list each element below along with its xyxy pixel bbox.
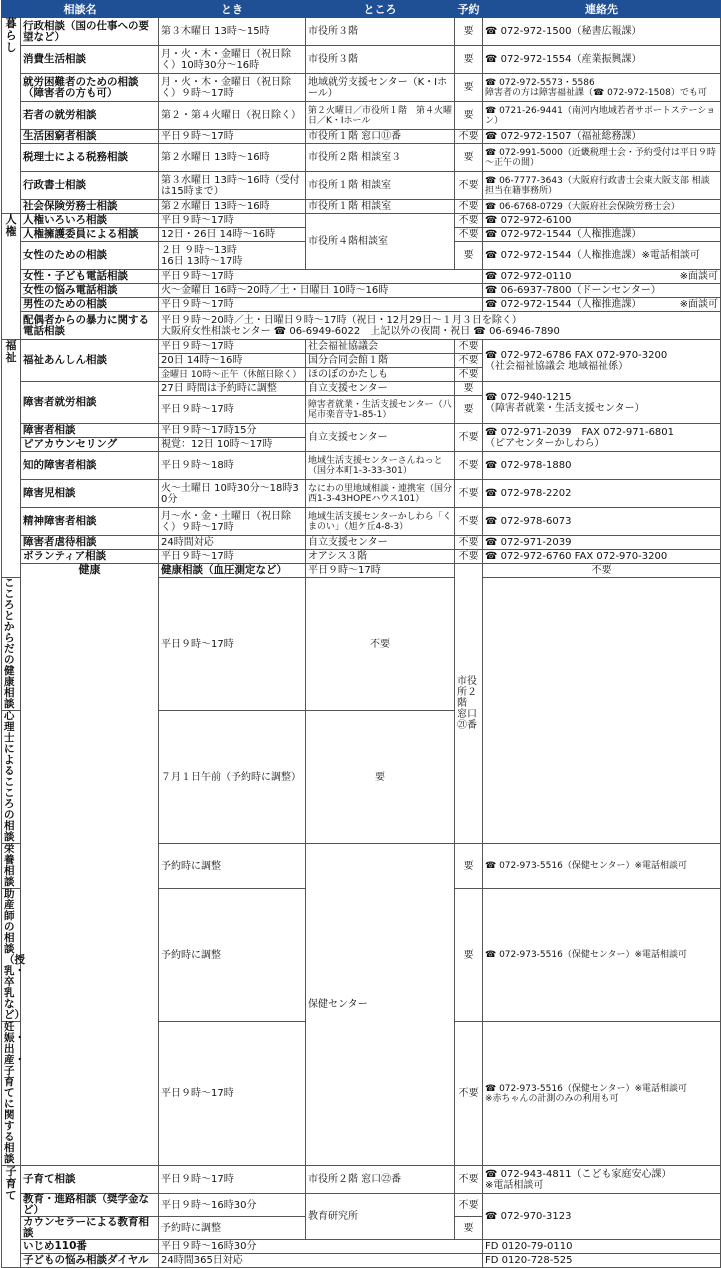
consult-where: 自立支援センター	[306, 424, 455, 452]
contact-sub: ※赤ちゃんの計測のみの利用も可	[485, 1093, 619, 1104]
when-line: ２日 ９時～13時	[161, 244, 237, 256]
table-row	[2, 130, 721, 144]
table-row	[2, 1166, 721, 1194]
consult-when: 平日９時～17時	[306, 564, 455, 578]
table-row	[2, 1194, 721, 1217]
header-row	[2, 1, 721, 18]
reservation: 不要	[455, 536, 483, 550]
category-health: 健康	[21, 564, 159, 1166]
table-row	[2, 200, 721, 214]
contact: ☎ 072-971-2039	[483, 536, 721, 550]
contact: ☎ 072-973-5516（保健センター）※電話相談可	[483, 844, 721, 889]
consult-when: 20日 14時～16時	[159, 354, 306, 368]
consult-when: 平日９時～17時	[159, 1022, 306, 1166]
consult-name: 女性・子ども電話相談	[21, 270, 159, 284]
table-row	[2, 508, 721, 536]
consult-name: 行政相談（国の仕事への要望など）	[21, 18, 159, 46]
reservation: 不要	[455, 130, 483, 144]
consult-when: 平日９時～17時	[159, 550, 306, 564]
consult-when: 平日９時～17時	[159, 1166, 306, 1194]
consult-where: 自立支援センター	[306, 382, 455, 396]
consult-where: なにわの里地域相談・連携室（国分西1-3-43HOPEハウス101）	[306, 480, 455, 508]
contact-note: ※面談可	[679, 299, 718, 310]
table-row	[2, 550, 721, 564]
consult-when: 予約時に調整	[159, 889, 306, 1022]
contact-main: ☎ 072-973-5516（保健センター）※電話相談可	[485, 1083, 688, 1094]
contact: ☎ 06-7777-3643（大阪府行政書士会東大阪支部 相談担当在籍事務所）	[483, 172, 721, 200]
table-row	[2, 480, 721, 508]
consult-where: 保健センター	[306, 844, 455, 1166]
consult-when: 第３木曜日 13時～15時	[159, 18, 306, 46]
consult-where: 地域生活支援センターかしわら「くまのい」（旭ケ丘4-8-3）	[306, 508, 455, 536]
reservation: 要	[455, 18, 483, 46]
contact: ☎ 072-972-1544（人権推進課）	[483, 228, 721, 242]
consult-when: 視覚：12日 10時～17時	[159, 438, 306, 452]
consult-when: 予約時に調整	[159, 844, 306, 889]
contact: ☎ 072-978-6073	[483, 508, 721, 536]
contact: ☎ 072-972-6100	[483, 214, 721, 228]
category-welfare: 福祉	[2, 340, 21, 578]
contact	[483, 382, 721, 424]
table-row	[2, 270, 721, 284]
reservation: 不要	[455, 508, 483, 536]
consult-name: 知的障害者相談	[21, 452, 159, 480]
contact	[483, 1022, 721, 1166]
reservation: 不要	[455, 1022, 483, 1166]
consult-when: 平日９時～17時	[159, 298, 483, 312]
contact-main: ☎ 072-972-5573・5586	[485, 77, 595, 88]
table-row	[2, 452, 721, 480]
consult-name: 健康相談（血圧測定など）	[159, 564, 306, 578]
consult-when	[159, 312, 721, 340]
consult-when	[159, 242, 306, 270]
consult-when: 予約時に調整	[159, 1217, 306, 1240]
header-contact: 連絡先	[483, 1, 721, 18]
consult-name: 子育て相談	[21, 1166, 159, 1194]
consult-name: いじめ110番	[21, 1240, 159, 1254]
when-line: 16日 13時～17時	[161, 255, 243, 267]
reservation: 要	[306, 711, 455, 844]
consult-name: 配偶者からの暴力に関する電話相談	[21, 312, 159, 340]
reservation: 要	[455, 46, 483, 74]
consult-name: こころとからだの健康相談	[2, 578, 21, 711]
consult-where: 第２火曜日／市役所１階 第４火曜日／K・Iホール	[306, 102, 455, 130]
consult-when: 第２・第４火曜日（祝日除く）	[159, 102, 306, 130]
contact-main: ☎ 072-972-6786 FAX 072-970-3200	[485, 349, 668, 361]
table-row	[2, 46, 721, 74]
consult-when: 第３水曜日 13時～16時（受付は15時まで）	[159, 172, 306, 200]
consult-name: 人権擁護委員による相談	[21, 228, 159, 242]
consult-where: 市役所１階 相談室	[306, 172, 455, 200]
consult-name: 心理士によるこころの相談	[2, 711, 21, 844]
reservation: 不要	[455, 172, 483, 200]
consult-when: 平日９時～17時	[159, 578, 306, 711]
contact: ☎ 072-972-1544（人権推進課）※電話相談可	[483, 242, 721, 270]
contact: ☎ 072-972-1554（産業振興課）	[483, 46, 721, 74]
reservation: 要	[455, 889, 483, 1022]
contact-sub: （社会福祉協議会 地域福祉係）	[485, 360, 629, 372]
contact-main: ☎ 072-940-1215	[485, 391, 572, 403]
consult-when: 火～金曜日 16時～20時／土・日曜日 10時～16時	[159, 284, 483, 298]
consult-name: 若者の就労相談	[21, 102, 159, 130]
consult-when: ７月１日午前（予約時に調整）	[159, 711, 306, 844]
when-line: 平日９時～20時／土・日曜日９時～17時（祝日・12月29日～１月３日を除く）	[161, 314, 522, 326]
contact	[483, 74, 721, 102]
consult-name: 障害者虐待相談	[21, 536, 159, 550]
reservation: 不要	[455, 424, 483, 452]
reservation: 要	[455, 102, 483, 130]
reservation: 要	[455, 382, 483, 396]
reservation: 要	[455, 144, 483, 172]
table-row	[2, 1240, 721, 1254]
consult-name: 行政書士相談	[21, 172, 159, 200]
table-row	[2, 536, 721, 550]
reservation: 不要	[455, 340, 483, 354]
reservation: 不要	[455, 480, 483, 508]
consult-name: 福祉あんしん相談	[21, 340, 159, 382]
contact: ☎ 06-6768-0729（大阪府社会保険労務士会）	[483, 200, 721, 214]
consult-when: 平日９時～18時	[159, 452, 306, 480]
consult-where: 市役所２階 窓口㉒番	[306, 1166, 455, 1194]
consult-name: 人権いろいろ相談	[21, 214, 159, 228]
consult-name: 精神障害者相談	[21, 508, 159, 536]
table-row	[2, 144, 721, 172]
consultation-table	[1, 0, 721, 1268]
consult-when: 火～土曜日 10時30分～18時30分	[159, 480, 306, 508]
table-row	[2, 74, 721, 102]
consult-where: 市役所３階	[306, 46, 455, 74]
consult-where: 地域就労支援センター（K・Iホール）	[306, 74, 455, 102]
consult-where: 国分合同会館１階	[306, 354, 455, 368]
reservation: 不要	[455, 228, 483, 242]
contact	[483, 340, 721, 382]
header-consult: 相談名	[2, 1, 159, 18]
consult-where: 自立支援センター	[306, 536, 455, 550]
consult-when: 平日９時～17時	[159, 270, 483, 284]
consult-where: 市役所１階 相談室	[306, 200, 455, 214]
contact-sub: 障害者の方は障害福祉課（☎ 072-972-1508）でも可	[485, 87, 707, 98]
contact: ☎ 072-973-5516（保健センター）※電話相談可	[483, 889, 721, 1022]
contact: ☎ 072-991-5000（近畿税理士会・予約受付は平日９時～正午の間）	[483, 144, 721, 172]
consult-when: 月・火・木・金曜日（祝日除く）９時～17時	[159, 74, 306, 102]
category-life: 暮らし	[2, 18, 21, 214]
consult-when: 平日９時～17時	[159, 340, 306, 354]
contact	[483, 298, 721, 312]
category-kids: 子育て	[2, 1166, 21, 1268]
table-row	[2, 214, 721, 228]
header-reservation: 予約	[455, 1, 483, 18]
consult-name: 障害児相談	[21, 480, 159, 508]
contact: FD 0120-728-525	[483, 1254, 721, 1268]
contact: ☎ 0721-26-9441（南河内地域若者サポートステーション）	[483, 102, 721, 130]
consult-name: カウンセラーによる教育相談	[21, 1217, 159, 1240]
table-row	[2, 284, 721, 298]
consult-where: 教育研究所	[306, 1194, 455, 1240]
consult-when: 24時間365日対応	[159, 1254, 483, 1268]
consult-name: 栄養相談	[2, 844, 21, 889]
consult-where: 市役所２階 相談室３	[306, 144, 455, 172]
table-row	[2, 102, 721, 130]
reservation: 不要	[455, 368, 483, 382]
table-row	[2, 312, 721, 340]
consult-where: ほのぼのかたしも	[306, 368, 455, 382]
consult-when: 平日９時～17時15分	[159, 424, 306, 438]
reservation: 不要	[455, 354, 483, 368]
consult-name: 教育・進路相談（奨学金など）	[21, 1194, 159, 1217]
consult-name: 生活困窮者相談	[21, 130, 159, 144]
table-row	[2, 1254, 721, 1268]
reservation: 不要	[455, 200, 483, 214]
consult-when: 平日９時～17時	[159, 396, 306, 424]
contact-main: ☎ 072-943-4811（こども家庭安心課）	[485, 1168, 672, 1180]
contact: ☎ 072-972-1507（福祉総務課）	[483, 130, 721, 144]
contact: ☎ 072-978-2202	[483, 480, 721, 508]
contact-main: ☎ 072-972-0110	[485, 271, 572, 282]
consult-name: ピアカウンセリング	[21, 438, 159, 452]
consult-name: 障害者就労相談	[21, 382, 159, 424]
reservation: 不要	[455, 1194, 483, 1217]
reservation: 不要	[455, 214, 483, 228]
consult-when: 平日９時～17時	[159, 214, 306, 228]
consult-when: 第２水曜日 13時～16時	[159, 200, 306, 214]
contact-sub: ※電話相談可	[485, 1179, 544, 1191]
table-row	[2, 564, 721, 578]
reservation: 不要	[306, 578, 455, 711]
contact	[483, 1166, 721, 1194]
consult-name: 男性のための相談	[21, 298, 159, 312]
consult-name: 社会保険労務士相談	[21, 200, 159, 214]
consult-name: 女性の悩み電話相談	[21, 284, 159, 298]
consult-when: 平日９時～16時30分	[159, 1240, 483, 1254]
table-row	[2, 18, 721, 46]
consult-name: 税理士による税務相談	[21, 144, 159, 172]
consult-when: 24時間対応	[159, 536, 306, 550]
when-line: 大阪府女性相談センター ☎ 06-6949-6022 上記以外の夜間・祝日 ☎ 06-6946-7890	[161, 325, 560, 337]
consult-when: 12日・26日 14時～16時	[159, 228, 306, 242]
reservation: 要	[455, 242, 483, 270]
table-row	[2, 382, 721, 396]
category-rights: 人権	[2, 214, 21, 340]
contact	[483, 270, 721, 284]
contact-main: ☎ 072-971-2039 FAX 072-971-6801	[485, 426, 675, 438]
consult-name: 女性のための相談	[21, 242, 159, 270]
header-when: とき	[159, 1, 306, 18]
consult-where: 市役所３階	[306, 18, 455, 46]
reservation: 要	[455, 74, 483, 102]
contact: ☎ 072-972-1500（秘書広報課）	[483, 18, 721, 46]
consult-when: 月～水・金・土曜日（祝日除く）９時～17時	[159, 508, 306, 536]
reservation: 不要	[455, 1166, 483, 1194]
contact: ☎ 072-978-1880	[483, 452, 721, 480]
reservation: 要	[455, 844, 483, 889]
consult-name: 助産師の相談（授乳・卒乳など）	[2, 889, 21, 1022]
reservation: 要	[455, 1217, 483, 1240]
consult-name: ボランティア相談	[21, 550, 159, 564]
consult-name: 消費生活相談	[21, 46, 159, 74]
contact-main: ☎ 072-972-1544（人権推進課）	[485, 299, 642, 310]
consult-when: 月・火・木・金曜日（祝日除く）10時30分～16時	[159, 46, 306, 74]
table-row	[2, 424, 721, 438]
consult-when: 第２水曜日 13時～16時	[159, 144, 306, 172]
consult-name: 就労困難者のための相談（障害者の方も可）	[21, 74, 159, 102]
reservation: 不要	[455, 550, 483, 564]
consult-name: 妊娠・出産・子育てに関する相談	[2, 1022, 21, 1166]
contact: ☎ 06-6937-7800（ドーンセンター）	[483, 284, 721, 298]
table-row	[2, 340, 721, 354]
consult-name: 障害者相談	[21, 424, 159, 438]
contact-sub: （障害者就業・生活支援センター）	[485, 402, 645, 414]
contact-sub: （ピアセンターかしわら）	[485, 437, 605, 449]
header-where: ところ	[306, 1, 455, 18]
reservation: 要	[455, 396, 483, 424]
consult-where: 市役所２階 窓口㉑番	[455, 564, 483, 844]
consult-where: 市役所４階相談室	[306, 214, 455, 270]
consult-where: オアシス３階	[306, 550, 455, 564]
consult-name: 子どもの悩み相談ダイヤル	[21, 1254, 159, 1268]
reservation: 不要	[455, 452, 483, 480]
contact: ☎ 072-970-3123	[483, 1194, 721, 1240]
contact-note: ※面談可	[679, 271, 718, 282]
table-row	[2, 298, 721, 312]
consult-when: 平日９時～16時30分	[159, 1194, 306, 1217]
reservation: 不要	[483, 564, 721, 578]
consult-where: 社会福祉協議会	[306, 340, 455, 354]
table-row	[2, 172, 721, 200]
consult-when: 27日 時間は予約時に調整	[159, 382, 306, 396]
contact: FD 0120-79-0110	[483, 1240, 721, 1254]
consult-where: 地域生活支援センターさんねっと（国分本町1-3-33-301）	[306, 452, 455, 480]
consult-when: 金曜日 10時～正午（休館日除く）	[159, 368, 306, 382]
contact	[483, 424, 721, 452]
consult-when: 平日９時～17時	[159, 130, 306, 144]
consult-where: 障害者就業・生活支援センター（八尾市楽音寺1-85-1）	[306, 396, 455, 424]
contact: ☎ 072-972-6760 FAX 072-970-3200	[483, 550, 721, 564]
consult-where: 市役所１階 窓口⑪番	[306, 130, 455, 144]
